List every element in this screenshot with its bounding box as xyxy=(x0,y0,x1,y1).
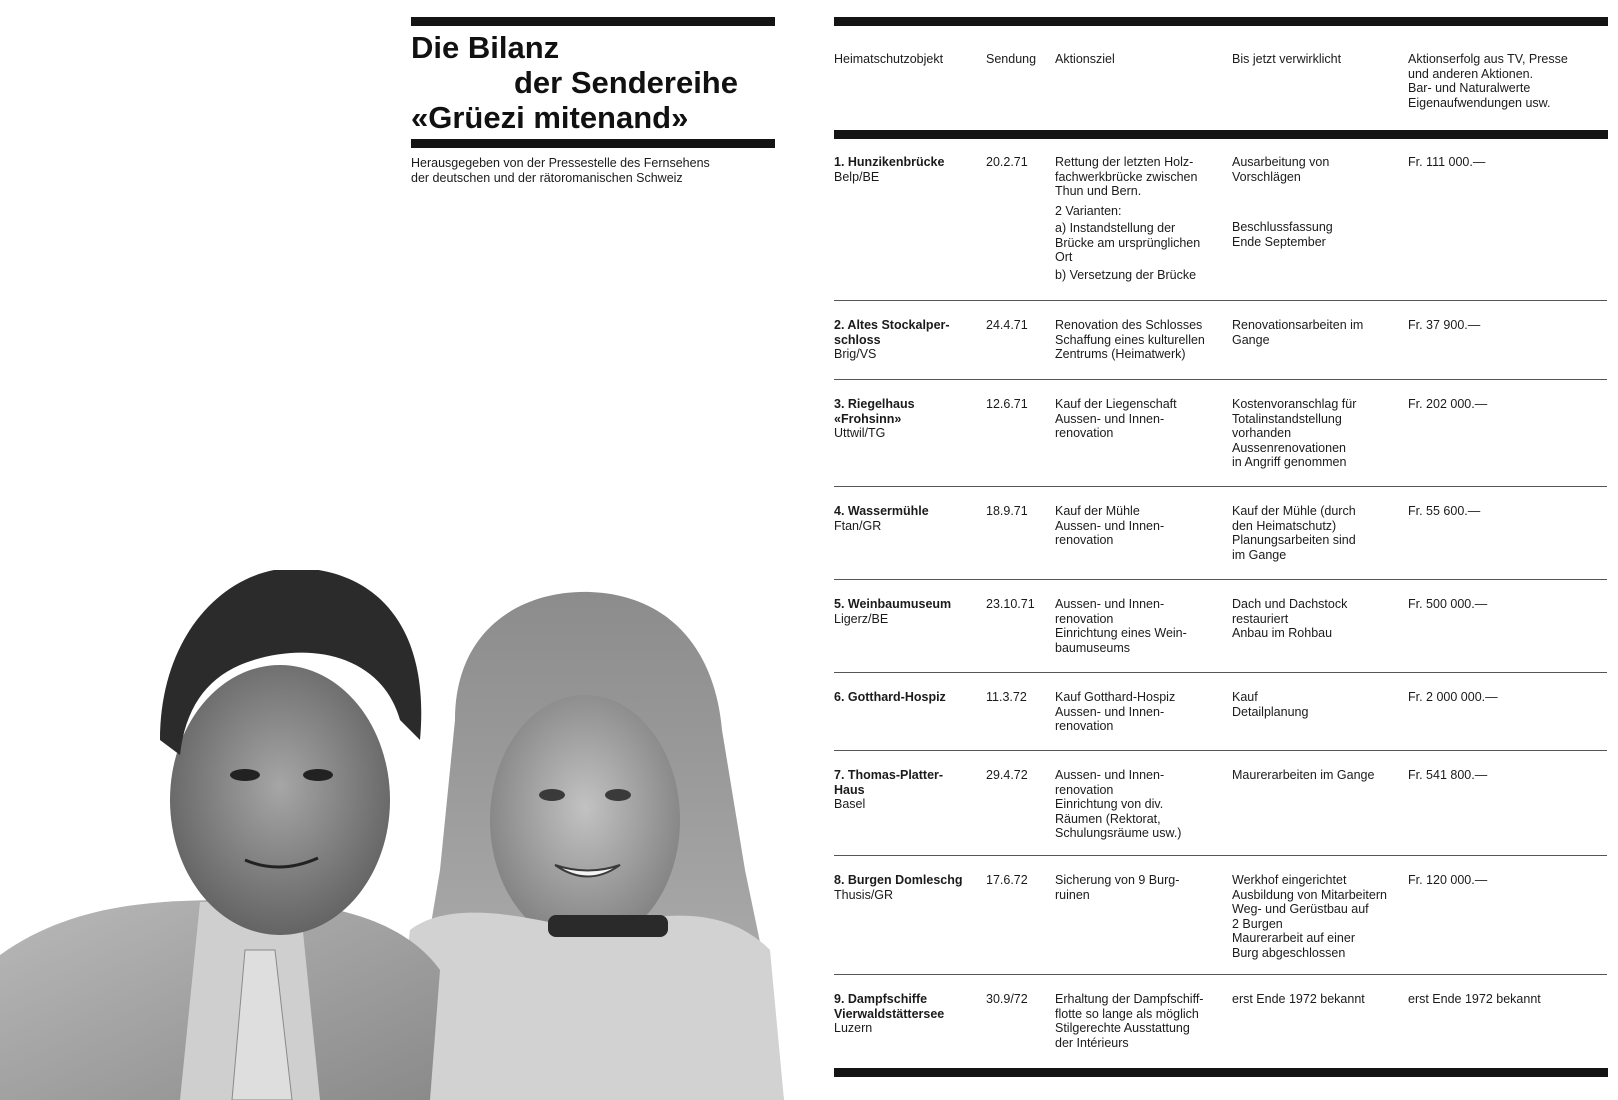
row-separator xyxy=(834,379,1607,380)
aim-line: renovation xyxy=(1055,611,1114,626)
aim-line: Aussen- und Innen- xyxy=(1055,411,1165,426)
aim-variant-line: b) Versetzung der Brücke xyxy=(1055,267,1197,282)
cell-object xyxy=(834,992,984,1036)
aim-variants xyxy=(1055,204,1231,283)
woman-face xyxy=(490,695,680,945)
row-separator xyxy=(834,855,1607,856)
done-line: Aussenrenovationen xyxy=(1232,440,1346,455)
cell-done xyxy=(1232,768,1408,783)
aim-line: Stilgerechte Ausstattung xyxy=(1055,1021,1190,1035)
row-separator xyxy=(834,300,1607,301)
title-top-rule xyxy=(411,17,775,26)
object-place: Basel xyxy=(834,797,866,811)
man-face xyxy=(170,665,390,935)
cell-date: 20.2.71 xyxy=(986,155,1028,169)
aim-variant-line: 2 Varianten: xyxy=(1055,203,1122,218)
object-name: 3. Riegelhaus xyxy=(834,397,915,411)
done-line: erst Ende 1972 bekannt xyxy=(1232,992,1365,1006)
cell-object xyxy=(834,873,984,902)
header-result-line: Eigenaufwendungen usw. xyxy=(1408,95,1551,110)
cell-object xyxy=(834,155,984,184)
done-line: Werkhof eingerichtet xyxy=(1232,873,1347,887)
cell-done xyxy=(1232,597,1408,641)
object-place: Ftan/GR xyxy=(834,518,882,533)
aim-line: Aussen- und Innen- xyxy=(1055,768,1165,782)
done-line: Renovationsarbeiten im xyxy=(1232,318,1364,332)
done-line: Anbau im Rohbau xyxy=(1232,626,1333,640)
aim-line: Rettung der letzten Holz- xyxy=(1055,155,1194,169)
table-top-rule xyxy=(834,17,1608,26)
aim-line: Kauf der Liegenschaft xyxy=(1055,397,1177,411)
cell-aim xyxy=(1055,155,1231,282)
cell-aim xyxy=(1055,397,1231,441)
aim-line: Einrichtung eines Wein- xyxy=(1055,626,1187,640)
cell-date: 23.10.71 xyxy=(986,597,1035,611)
aim-line: Renovation des Schlosses xyxy=(1055,318,1203,332)
object-name: Haus xyxy=(834,782,865,797)
done-line: Dach und Dachstock xyxy=(1232,597,1348,611)
object-name: 8. Burgen Domleschg xyxy=(834,873,963,887)
cell-done xyxy=(1232,873,1408,960)
header-bottom-rule xyxy=(834,130,1608,139)
done-line: Ausbildung von Mitarbeitern xyxy=(1232,887,1387,902)
cell-object xyxy=(834,690,984,705)
object-name: 9. Dampfschiffe xyxy=(834,992,928,1006)
aim-variant-line: Brücke am ursprünglichen xyxy=(1055,235,1201,250)
done-line: Planungsarbeiten sind xyxy=(1232,533,1356,547)
table-bottom-rule xyxy=(834,1068,1608,1077)
title-line: der Sendereihe xyxy=(514,65,738,100)
cell-aim xyxy=(1055,504,1231,548)
cell-result: Fr. 202 000.— xyxy=(1408,397,1488,411)
object-place: Brig/VS xyxy=(834,347,877,361)
aim-variant-line: a) Instandstellung der xyxy=(1055,221,1176,235)
aim-line: Thun und Bern. xyxy=(1055,184,1142,198)
object-place: Luzern xyxy=(834,1021,873,1035)
aim-line: Kauf der Mühle xyxy=(1055,504,1140,518)
object-place: Belp/BE xyxy=(834,169,880,184)
cell-result: Fr. 500 000.— xyxy=(1408,597,1488,611)
aim-line: fachwerkbrücke zwischen xyxy=(1055,169,1198,184)
aim-line: Sicherung von 9 Burg- xyxy=(1055,873,1180,887)
done-line: im Gange xyxy=(1232,547,1287,562)
done-line: 2 Burgen xyxy=(1232,916,1283,931)
row-separator xyxy=(834,486,1607,487)
aim-line: Erhaltung der Dampfschiff- xyxy=(1055,992,1204,1006)
cell-aim xyxy=(1055,597,1231,655)
done-line: Weg- und Gerüstbau auf xyxy=(1232,902,1369,916)
object-name: 6. Gotthard-Hospiz xyxy=(834,690,946,704)
cell-aim xyxy=(1055,768,1231,841)
row-separator xyxy=(834,579,1607,580)
title-line: Die Bilanz xyxy=(411,30,560,65)
row-separator xyxy=(834,750,1607,751)
cell-date: 12.6.71 xyxy=(986,397,1028,411)
done-line: Maurerarbeit auf einer xyxy=(1232,931,1355,945)
cell-date: 17.6.72 xyxy=(986,873,1028,887)
object-place: Uttwil/TG xyxy=(834,426,886,440)
aim-line: renovation xyxy=(1055,426,1114,440)
aim-line: renovation xyxy=(1055,719,1114,733)
aim-line: Aussen- und Innen- xyxy=(1055,518,1165,533)
header-date: Sendung xyxy=(986,52,1037,66)
object-name: 1. Hunzikenbrücke xyxy=(834,155,945,169)
aim-line: Aussen- und Innen- xyxy=(1055,597,1165,611)
done-line: Kostenvoranschlag für xyxy=(1232,397,1357,411)
cell-result: Fr. 55 600.— xyxy=(1408,504,1481,518)
done-later-line: Ende September xyxy=(1232,234,1326,249)
cell-object xyxy=(834,597,984,626)
header-done: Bis jetzt verwirklicht xyxy=(1232,52,1342,66)
aim-line: renovation xyxy=(1055,533,1114,547)
cell-result: erst Ende 1972 bekannt xyxy=(1408,992,1541,1006)
done-line: in Angriff genommen xyxy=(1232,455,1347,469)
aim-line: renovation xyxy=(1055,782,1114,797)
woman-choker xyxy=(548,915,668,937)
aim-line: Kauf Gotthard-Hospiz xyxy=(1055,690,1176,704)
cell-object xyxy=(834,397,984,441)
done-line: Burg abgeschlossen xyxy=(1232,945,1346,960)
object-place: Ligerz/BE xyxy=(834,611,889,626)
done-line: vorhanden xyxy=(1232,426,1292,440)
cell-result: Fr. 541 800.— xyxy=(1408,768,1488,782)
cell-aim xyxy=(1055,992,1231,1050)
done-line: den Heimatschutz) xyxy=(1232,518,1337,533)
subtitle-line: Herausgegeben von der Pressestelle des Fernsehens xyxy=(411,156,710,170)
aim-line: flotte so lange als möglich xyxy=(1055,1006,1199,1021)
object-name: «Frohsinn» xyxy=(834,411,902,426)
aim-line: der Intérieurs xyxy=(1055,1035,1129,1050)
cell-aim xyxy=(1055,318,1231,362)
cell-aim xyxy=(1055,873,1231,902)
row-separator xyxy=(834,672,1607,673)
cell-done xyxy=(1232,992,1408,1007)
cell-done xyxy=(1232,690,1408,719)
cell-object xyxy=(834,504,984,533)
subtitle-line: der deutschen und der rätoromanischen Schweiz xyxy=(411,171,683,185)
title-bottom-rule xyxy=(411,139,775,148)
cell-result: Fr. 111 000.— xyxy=(1408,155,1486,169)
presenters-photo xyxy=(0,570,784,1100)
header-result xyxy=(1408,52,1568,110)
done-line: Ausarbeitung von xyxy=(1232,155,1330,169)
cell-object xyxy=(834,768,984,812)
woman-blouse xyxy=(390,913,784,1100)
cell-result: Fr. 37 900.— xyxy=(1408,318,1481,332)
object-name: schloss xyxy=(834,332,881,347)
cell-date: 11.3.72 xyxy=(986,690,1027,704)
object-name: Vierwaldstättersee xyxy=(834,1006,945,1021)
done-later-line: Beschlussfassung xyxy=(1232,220,1333,234)
cell-object xyxy=(834,318,984,362)
aim-line: ruinen xyxy=(1055,887,1090,902)
row-separator xyxy=(834,974,1607,975)
page-title xyxy=(411,30,775,135)
object-name: 7. Thomas-Platter- xyxy=(834,768,944,782)
done-line: Maurerarbeiten im Gange xyxy=(1232,768,1375,782)
subtitle xyxy=(411,156,791,186)
aim-line: Einrichtung von div. xyxy=(1055,797,1164,811)
done-line: Totalinstandstellung xyxy=(1232,411,1342,426)
cell-done xyxy=(1232,397,1408,470)
done-line: Gange xyxy=(1232,332,1270,347)
object-name: 4. Wassermühle xyxy=(834,504,929,518)
done-line: restauriert xyxy=(1232,611,1289,626)
object-name: 5. Weinbaumuseum xyxy=(834,597,952,611)
header-object: Heimatschutzobjekt xyxy=(834,52,944,66)
cell-result: Fr. 2 000 000.— xyxy=(1408,690,1498,704)
cell-date: 30.9/72 xyxy=(986,992,1028,1006)
aim-line: Aussen- und Innen- xyxy=(1055,704,1165,719)
cell-date: 18.9.71 xyxy=(986,504,1028,518)
done-line: Vorschlägen xyxy=(1232,169,1301,184)
header-result-line: Bar- und Naturalwerte xyxy=(1408,81,1531,95)
aim-line: Zentrums (Heimatwerk) xyxy=(1055,347,1186,361)
aim-line: Schulungsräume usw.) xyxy=(1055,826,1182,840)
cell-done xyxy=(1232,318,1408,347)
presenters-photo-graphic xyxy=(0,570,784,1100)
object-name: 2. Altes Stockalper- xyxy=(834,318,950,332)
cell-result: Fr. 120 000.— xyxy=(1408,873,1488,887)
cell-done xyxy=(1232,504,1408,562)
aim-line: baumuseums xyxy=(1055,640,1131,655)
done-line: Kauf der Mühle (durch xyxy=(1232,504,1356,518)
done-line: Kauf xyxy=(1232,690,1258,704)
aim-line: Räumen (Rektorat, xyxy=(1055,811,1161,826)
done-line: Detailplanung xyxy=(1232,704,1309,719)
cell-date: 29.4.72 xyxy=(986,768,1028,782)
title-line: «Grüezi mitenand» xyxy=(411,100,689,135)
cell-date: 24.4.71 xyxy=(986,318,1028,332)
cell-done xyxy=(1232,155,1408,249)
aim-variant-line: Ort xyxy=(1055,250,1073,264)
object-place: Thusis/GR xyxy=(834,887,894,902)
header-result-line: und anderen Aktionen. xyxy=(1408,66,1534,81)
aim-line: Schaffung eines kulturellen xyxy=(1055,332,1205,347)
cell-aim xyxy=(1055,690,1231,734)
header-result-line: Aktionserfolg aus TV, Presse xyxy=(1408,52,1568,66)
done-later xyxy=(1232,220,1408,249)
header-aim: Aktionsziel xyxy=(1055,52,1115,66)
